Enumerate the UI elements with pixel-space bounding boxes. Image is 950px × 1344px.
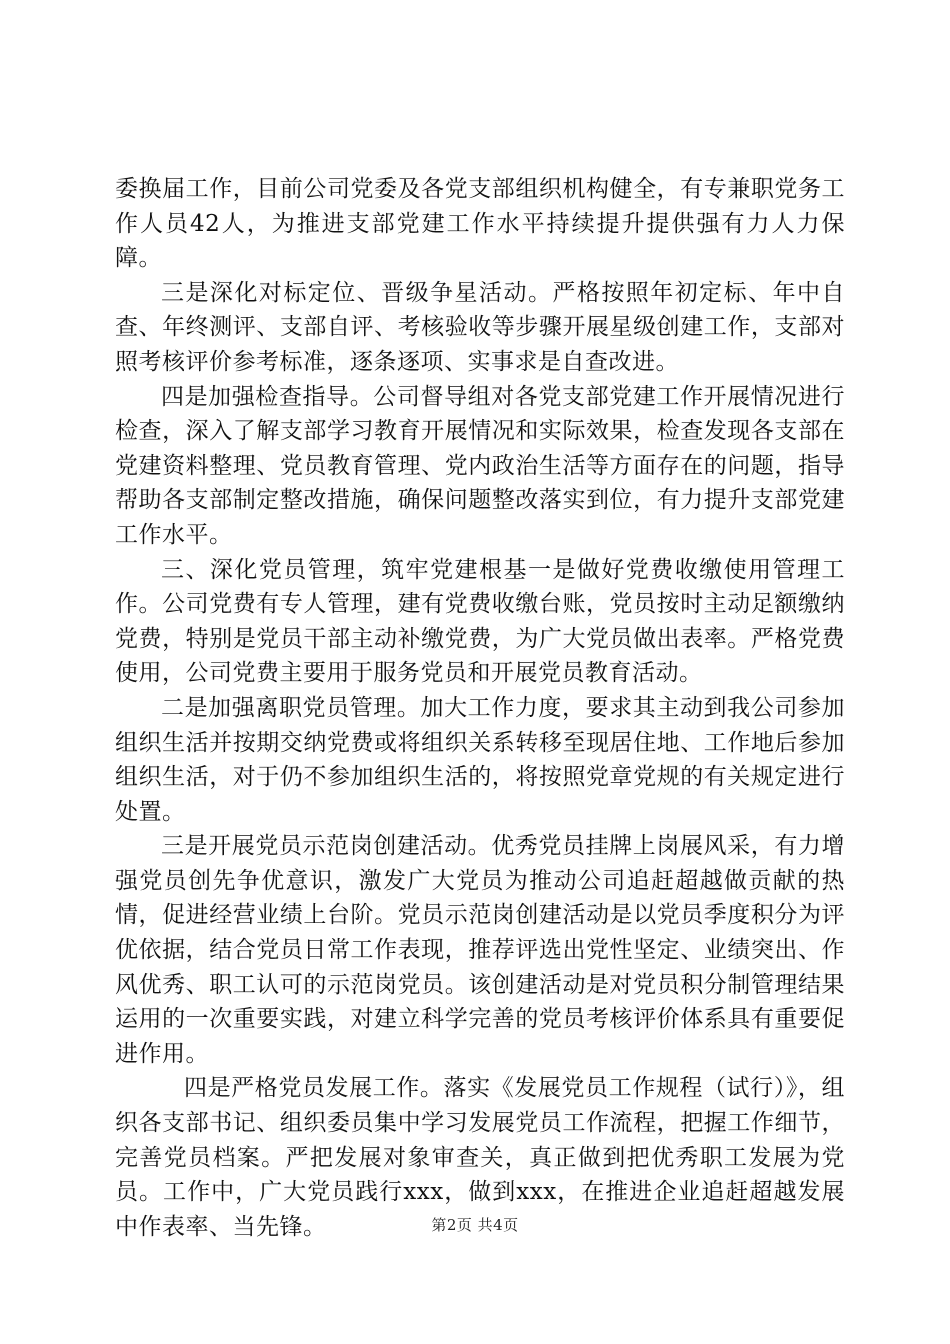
paragraph-member-development: 四是严格党员发展工作。落实《发展党员工作规程（试行）》，组织各支部书记、组织委员集中学习发展党员工作流程，把握工作细节，完善党员档案。严把发展对象审查关，真正做到把优秀职工发展为党员。工作中，广大党员践行xxx，做到xxx，在推进企业追赶超越发展中作表率、当先锋。 [115, 1075, 845, 1240]
paragraph-model-post: 三是开展党员示范岗创建活动。优秀党员挂牌上岗展风采，有力增强党员创先争优意识，激发广大党员为推动公司追赶超越做贡献的热情，促进经营业绩上台阶。党员示范岗创建活动是以党员季度积分为评优依据，结合党员日常工作表现，推荐评选出党性坚定、业绩突出、作风优秀、职工认可的示范岗党员。该创建活动是对党员积分制管理结果运用的一次重要实践，对建立科学完善的党员考核评价体系具有重要促进作用。 [115, 833, 845, 1067]
paragraph-continuation: 委换届工作，目前公司党委及各党支部组织机构健全，有专兼职党务工作人员42人，为推进支部党建工作水平持续提升提供强有力人力保障。 [115, 176, 845, 272]
paragraph-inspection: 四是加强检查指导。公司督导组对各党支部党建工作开展情况进行检查，深入了解支部学习教育开展情况和实际效果，检查发现各支部在党建资料整理、党员教育管理、党内政治生活等方面存在的问题，指导帮助各支部制定整改措施，确保问题整改落实到位，有力提升支部党建工作水平。 [115, 383, 845, 548]
page-number-footer: 第2页 共4页 [431, 1216, 519, 1234]
paragraph-star-rating: 三是深化对标定位、晋级争星活动。严格按照年初定标、年中自查、年终测评、支部自评、考核验收等步骤开展星级创建工作，支部对照考核评价参考标准，逐条逐项、实事求是自查改进。 [115, 279, 845, 375]
paragraph-resigned-members: 二是加强离职党员管理。加大工作力度，要求其主动到我公司参加组织生活并按期交纳党费或将组织关系转移至现居住地、工作地后参加组织生活，对于仍不参加组织生活的，将按照党章党规的有关规定进行处置。 [115, 694, 845, 825]
paragraph-member-management: 三、深化党员管理，筑牢党建根基一是做好党费收缴使用管理工作。公司党费有专人管理，建有党费收缴台账，党员按时主动足额缴纳党费，特别是党员干部主动补缴党费，为广大党员做出表率。严格党费使用，公司党费主要用于服务党员和开展党员教育活动。 [115, 556, 845, 687]
document-body [115, 172, 845, 1244]
